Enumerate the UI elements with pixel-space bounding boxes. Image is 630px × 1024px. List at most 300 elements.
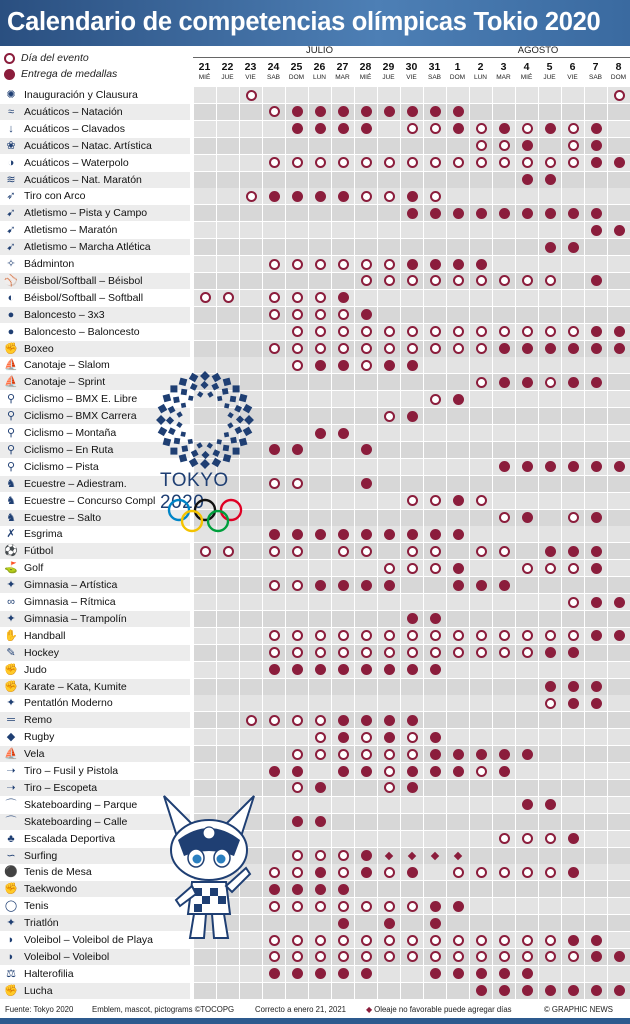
medal-day-marker [499, 123, 510, 134]
schedule-cell [515, 391, 538, 407]
medal-day-marker [361, 715, 372, 726]
event-day-marker [453, 630, 464, 641]
schedule-cell [584, 273, 607, 289]
open-circle-icon [4, 53, 15, 64]
event-day-marker [292, 259, 303, 270]
schedule-cell [285, 256, 308, 272]
schedule-cell [377, 408, 400, 424]
schedule-cell [239, 121, 262, 137]
schedule-cell [239, 560, 262, 576]
schedule-cell [561, 848, 584, 864]
schedule-cell [423, 239, 446, 255]
schedule-cell [377, 374, 400, 390]
medal-day-marker [338, 766, 349, 777]
schedule-cell [377, 155, 400, 171]
schedule-cell [331, 273, 354, 289]
emblem-checker [211, 383, 219, 391]
schedule-cell [469, 510, 492, 526]
sport-label [0, 172, 190, 188]
schedule-cell [538, 290, 561, 306]
schedule-cell [446, 121, 469, 137]
schedule-cell [446, 239, 469, 255]
event-day-marker [476, 546, 487, 557]
schedule-cell [492, 881, 515, 897]
event-day-marker [292, 360, 303, 371]
bmx-freestyle-icon: ⚲ [6, 393, 16, 406]
medal-day-marker [269, 664, 280, 675]
event-day-marker [315, 715, 326, 726]
schedule-cell [423, 560, 446, 576]
medal-day-marker [591, 461, 602, 472]
olympic-rings-icon [167, 497, 243, 535]
schedule-cell [538, 780, 561, 796]
schedule-cell [262, 662, 285, 678]
schedule-cell [285, 780, 308, 796]
schedule-cell [216, 645, 239, 661]
schedule-cell [216, 746, 239, 762]
schedule-cell [538, 560, 561, 576]
event-day-marker [292, 630, 303, 641]
schedule-cell [400, 391, 423, 407]
schedule-cell [331, 560, 354, 576]
medal-day-marker [361, 580, 372, 591]
event-day-marker [315, 901, 326, 912]
schedule-cell [377, 560, 400, 576]
schedule-cell [400, 712, 423, 728]
schedule-cell [538, 476, 561, 492]
schedule-cell [331, 188, 354, 204]
sport-label [0, 138, 190, 154]
medal-day-marker [568, 242, 579, 253]
event-day-marker [407, 951, 418, 962]
schedule-cell [423, 459, 446, 475]
schedule-cell [285, 848, 308, 864]
schedule-cell [354, 746, 377, 762]
event-day-marker [407, 546, 418, 557]
schedule-cell [515, 662, 538, 678]
weightlifting-icon: ⚖ [6, 967, 16, 980]
medal-day-marker [430, 259, 441, 270]
day-cells [193, 679, 630, 695]
schedule-cell [285, 662, 308, 678]
schedule-cell [607, 526, 630, 542]
table-row [0, 814, 630, 831]
schedule-cell [423, 188, 446, 204]
event-day-marker [384, 951, 395, 962]
medal-day-marker [591, 377, 602, 388]
medal-day-marker [361, 309, 372, 320]
schedule-cell [285, 121, 308, 137]
schedule-cell [469, 341, 492, 357]
schedule-cell [193, 341, 216, 357]
medal-day-marker [269, 968, 280, 979]
schedule-cell [561, 121, 584, 137]
schedule-cell [354, 577, 377, 593]
event-day-marker [361, 935, 372, 946]
medal-day-marker [591, 698, 602, 709]
event-day-marker [568, 140, 579, 151]
schedule-cell [538, 594, 561, 610]
medal-day-marker [591, 123, 602, 134]
schedule-cell [561, 662, 584, 678]
medal-day-marker [384, 664, 395, 675]
sport-name: Tenis [24, 900, 49, 913]
schedule-cell [400, 543, 423, 559]
schedule-cell [584, 425, 607, 441]
emblem-checker [217, 396, 222, 401]
day-number: 28 [359, 61, 372, 73]
medal-day-marker [292, 664, 303, 675]
event-day-marker [315, 850, 326, 861]
emblem-checker [197, 391, 203, 397]
schedule-cell [469, 273, 492, 289]
medal-day-marker [476, 580, 487, 591]
day-cells [193, 560, 630, 576]
sport-name: Karate – Kata, Kumite [24, 680, 127, 693]
day-weekday: JUE [221, 74, 234, 81]
schedule-cell [285, 172, 308, 188]
medal-day-marker [614, 985, 625, 996]
schedule-cell [423, 645, 446, 661]
day-number: 29 [382, 61, 395, 73]
marathon-swimming-icon: ≋ [6, 173, 16, 186]
page-title: Calendario de competencias olímpicas Tokio 2020 [7, 8, 601, 36]
schedule-cell [239, 239, 262, 255]
event-day-marker [568, 326, 579, 337]
schedule-cell [308, 526, 331, 542]
schedule-cell [423, 290, 446, 306]
schedule-cell [354, 155, 377, 171]
hockey-icon: ✎ [6, 646, 16, 659]
schedule-cell [446, 932, 469, 948]
event-day-marker [476, 867, 487, 878]
schedule-cell [262, 510, 285, 526]
table-row [0, 932, 630, 949]
day-weekday: MAR [496, 74, 511, 81]
day-cells [193, 645, 630, 661]
schedule-cell [538, 256, 561, 272]
event-day-marker [361, 749, 372, 760]
schedule-cell [262, 594, 285, 610]
medal-day-marker [614, 343, 625, 354]
medal-day-marker [315, 884, 326, 895]
schedule-cell [308, 746, 331, 762]
schedule-cell [584, 746, 607, 762]
emblem-checker [216, 439, 221, 444]
schedule-cell [607, 188, 630, 204]
event-day-marker [476, 157, 487, 168]
schedule-cell [584, 459, 607, 475]
sport-name: Gimnasia – Artística [24, 579, 118, 592]
schedule-cell [216, 104, 239, 120]
schedule-cell [400, 932, 423, 948]
schedule-cell [239, 188, 262, 204]
sport-label [0, 628, 190, 644]
schedule-cell [469, 442, 492, 458]
schedule-cell [262, 408, 285, 424]
table-tennis-icon: ⚫ [4, 866, 18, 879]
medal-day-marker [292, 884, 303, 895]
schedule-cell [423, 391, 446, 407]
schedule-cell [262, 341, 285, 357]
schedule-cell [285, 915, 308, 931]
schedule-cell [331, 324, 354, 340]
schedule-cell [584, 121, 607, 137]
event-day-marker [338, 326, 349, 337]
table-row [0, 155, 630, 172]
day-weekday: LUN [473, 74, 487, 81]
schedule-cell [538, 729, 561, 745]
table-row [0, 324, 630, 341]
schedule-cell [446, 459, 469, 475]
sport-name: Voleibol – Voleibol [24, 950, 110, 963]
schedule-cell [308, 357, 331, 373]
event-day-marker [568, 630, 579, 641]
medal-day-marker [476, 968, 487, 979]
schedule-cell [285, 932, 308, 948]
schedule-cell [607, 493, 630, 509]
schedule-cell [446, 983, 469, 999]
schedule-cell [193, 729, 216, 745]
schedule-cell [400, 628, 423, 644]
sport-label [0, 594, 190, 610]
event-day-marker [269, 630, 280, 641]
schedule-cell [285, 611, 308, 627]
schedule-cell [239, 645, 262, 661]
day-cells [193, 341, 630, 357]
schedule-cell [331, 831, 354, 847]
schedule-cell [492, 87, 515, 103]
schedule-cell [515, 155, 538, 171]
schedule-cell [584, 628, 607, 644]
schedule-cell [285, 949, 308, 965]
schedule-cell [331, 205, 354, 221]
canoe-slalom-icon: ⛵ [4, 359, 18, 372]
sport-name: Ecuestre – Salto [24, 511, 102, 524]
schedule-cell [331, 915, 354, 931]
schedule-cell [515, 814, 538, 830]
schedule-cell [216, 560, 239, 576]
day-cells [193, 155, 630, 171]
schedule-cell [561, 341, 584, 357]
schedule-cell [469, 898, 492, 914]
schedule-cell [538, 797, 561, 813]
medal-day-marker [568, 867, 579, 878]
schedule-cell [607, 239, 630, 255]
schedule-cell [193, 138, 216, 154]
schedule-cell [446, 391, 469, 407]
schedule-cell [469, 746, 492, 762]
schedule-cell [561, 357, 584, 373]
schedule-cell [377, 357, 400, 373]
medal-day-marker [614, 630, 625, 641]
schedule-cell [193, 239, 216, 255]
schedule-cell [538, 949, 561, 965]
schedule-cell [354, 543, 377, 559]
schedule-cell [469, 357, 492, 373]
schedule-cell [584, 662, 607, 678]
schedule-cell [515, 560, 538, 576]
schedule-cell [331, 391, 354, 407]
emblem-checker [243, 404, 253, 414]
footer-copyright: © GRAPHIC NEWS [544, 1005, 613, 1014]
schedule-cell [285, 594, 308, 610]
schedule-cell [308, 341, 331, 357]
schedule-cell [262, 560, 285, 576]
schedule-cell [193, 560, 216, 576]
schedule-cell [492, 459, 515, 475]
schedule-cell [607, 729, 630, 745]
schedule-cell [538, 695, 561, 711]
event-day-marker [545, 935, 556, 946]
event-day-marker [499, 275, 510, 286]
schedule-cell [515, 949, 538, 965]
medal-day-marker [269, 529, 280, 540]
sport-name: Atletismo – Marcha Atlética [24, 241, 151, 254]
schedule-cell [331, 526, 354, 542]
schedule-cell [492, 476, 515, 492]
schedule-cell [607, 780, 630, 796]
event-day-marker [476, 377, 487, 388]
schedule-cell [400, 949, 423, 965]
medal-day-marker [292, 968, 303, 979]
schedule-cell [377, 341, 400, 357]
medal-day-marker [292, 123, 303, 134]
schedule-cell [400, 848, 423, 864]
event-day-marker [269, 292, 280, 303]
medal-day-marker [568, 461, 579, 472]
day-column-8 [607, 60, 630, 87]
schedule-cell [584, 949, 607, 965]
schedule-cell [446, 374, 469, 390]
schedule-cell [216, 273, 239, 289]
medal-day-marker [361, 444, 372, 455]
event-day-marker [315, 157, 326, 168]
schedule-cell [354, 814, 377, 830]
event-day-marker [430, 343, 441, 354]
schedule-cell [400, 290, 423, 306]
emblem-checker [174, 438, 181, 445]
day-column-3 [492, 60, 515, 87]
schedule-cell [423, 864, 446, 880]
day-number: 30 [405, 61, 418, 73]
medal-day-marker [292, 529, 303, 540]
schedule-cell [400, 763, 423, 779]
sport-label [0, 256, 190, 272]
schedule-cell [538, 155, 561, 171]
emblem-checker [212, 449, 220, 457]
day-number: 21 [198, 61, 211, 73]
schedule-cell [584, 374, 607, 390]
event-day-marker [476, 275, 487, 286]
event-day-marker [407, 901, 418, 912]
event-day-marker [430, 394, 441, 405]
schedule-cell [492, 155, 515, 171]
emblem-checker [227, 422, 233, 428]
schedule-cell [492, 121, 515, 137]
schedule-cell [492, 915, 515, 931]
schedule-cell [561, 729, 584, 745]
badminton-icon: ✧ [6, 258, 16, 270]
schedule-cell [584, 341, 607, 357]
schedule-cell [515, 898, 538, 914]
schedule-cell [308, 374, 331, 390]
sport-name: Canotaje – Slalom [24, 359, 110, 372]
schedule-cell [515, 932, 538, 948]
schedule-cell [331, 357, 354, 373]
medal-day-marker [453, 529, 464, 540]
schedule-cell [400, 662, 423, 678]
footer-note: Oleaje no favorable puede agregar días [374, 1005, 512, 1014]
schedule-cell [354, 662, 377, 678]
day-weekday: MIÉ [198, 74, 211, 81]
event-day-marker [499, 546, 510, 557]
event-day-marker [545, 630, 556, 641]
medal-day-marker [430, 208, 441, 219]
schedule-cell [216, 594, 239, 610]
day-number: 3 [500, 61, 507, 73]
event-day-marker [430, 951, 441, 962]
day-column-31 [423, 60, 446, 87]
schedule-cell [446, 915, 469, 931]
schedule-cell [446, 476, 469, 492]
schedule-cell [469, 712, 492, 728]
day-cells [193, 290, 630, 306]
schedule-cell [193, 611, 216, 627]
schedule-cell [331, 645, 354, 661]
event-day-marker [522, 630, 533, 641]
schedule-cell [331, 459, 354, 475]
schedule-cell [193, 155, 216, 171]
medal-day-marker [591, 681, 602, 692]
schedule-cell [239, 324, 262, 340]
sport-label [0, 205, 190, 221]
schedule-cell [377, 526, 400, 542]
day-cells [193, 172, 630, 188]
medal-day-marker [338, 292, 349, 303]
day-number: 2 [477, 61, 484, 73]
emblem-checker [207, 391, 213, 397]
day-cells [193, 425, 630, 441]
medal-day-marker [430, 106, 441, 117]
schedule-cell [446, 273, 469, 289]
emblem-checker [191, 449, 199, 457]
table-row [0, 307, 630, 324]
sport-label [0, 273, 190, 289]
schedule-cell [354, 476, 377, 492]
table-row [0, 425, 630, 442]
table-row [0, 476, 630, 493]
schedule-cell [584, 712, 607, 728]
schedule-cell [607, 881, 630, 897]
schedule-cell [262, 983, 285, 999]
schedule-cell [584, 932, 607, 948]
schedule-cell [377, 543, 400, 559]
schedule-cell [515, 679, 538, 695]
schedule-cell [515, 695, 538, 711]
schedule-cell [515, 408, 538, 424]
schedule-cell [538, 814, 561, 830]
schedule-cell [377, 459, 400, 475]
event-day-marker [407, 326, 418, 337]
schedule-cell [262, 729, 285, 745]
sport-name: Fútbol [24, 545, 54, 558]
event-day-marker [407, 563, 418, 574]
event-day-marker [292, 715, 303, 726]
schedule-cell [469, 864, 492, 880]
medal-day-marker [568, 208, 579, 219]
medal-day-marker [338, 884, 349, 895]
